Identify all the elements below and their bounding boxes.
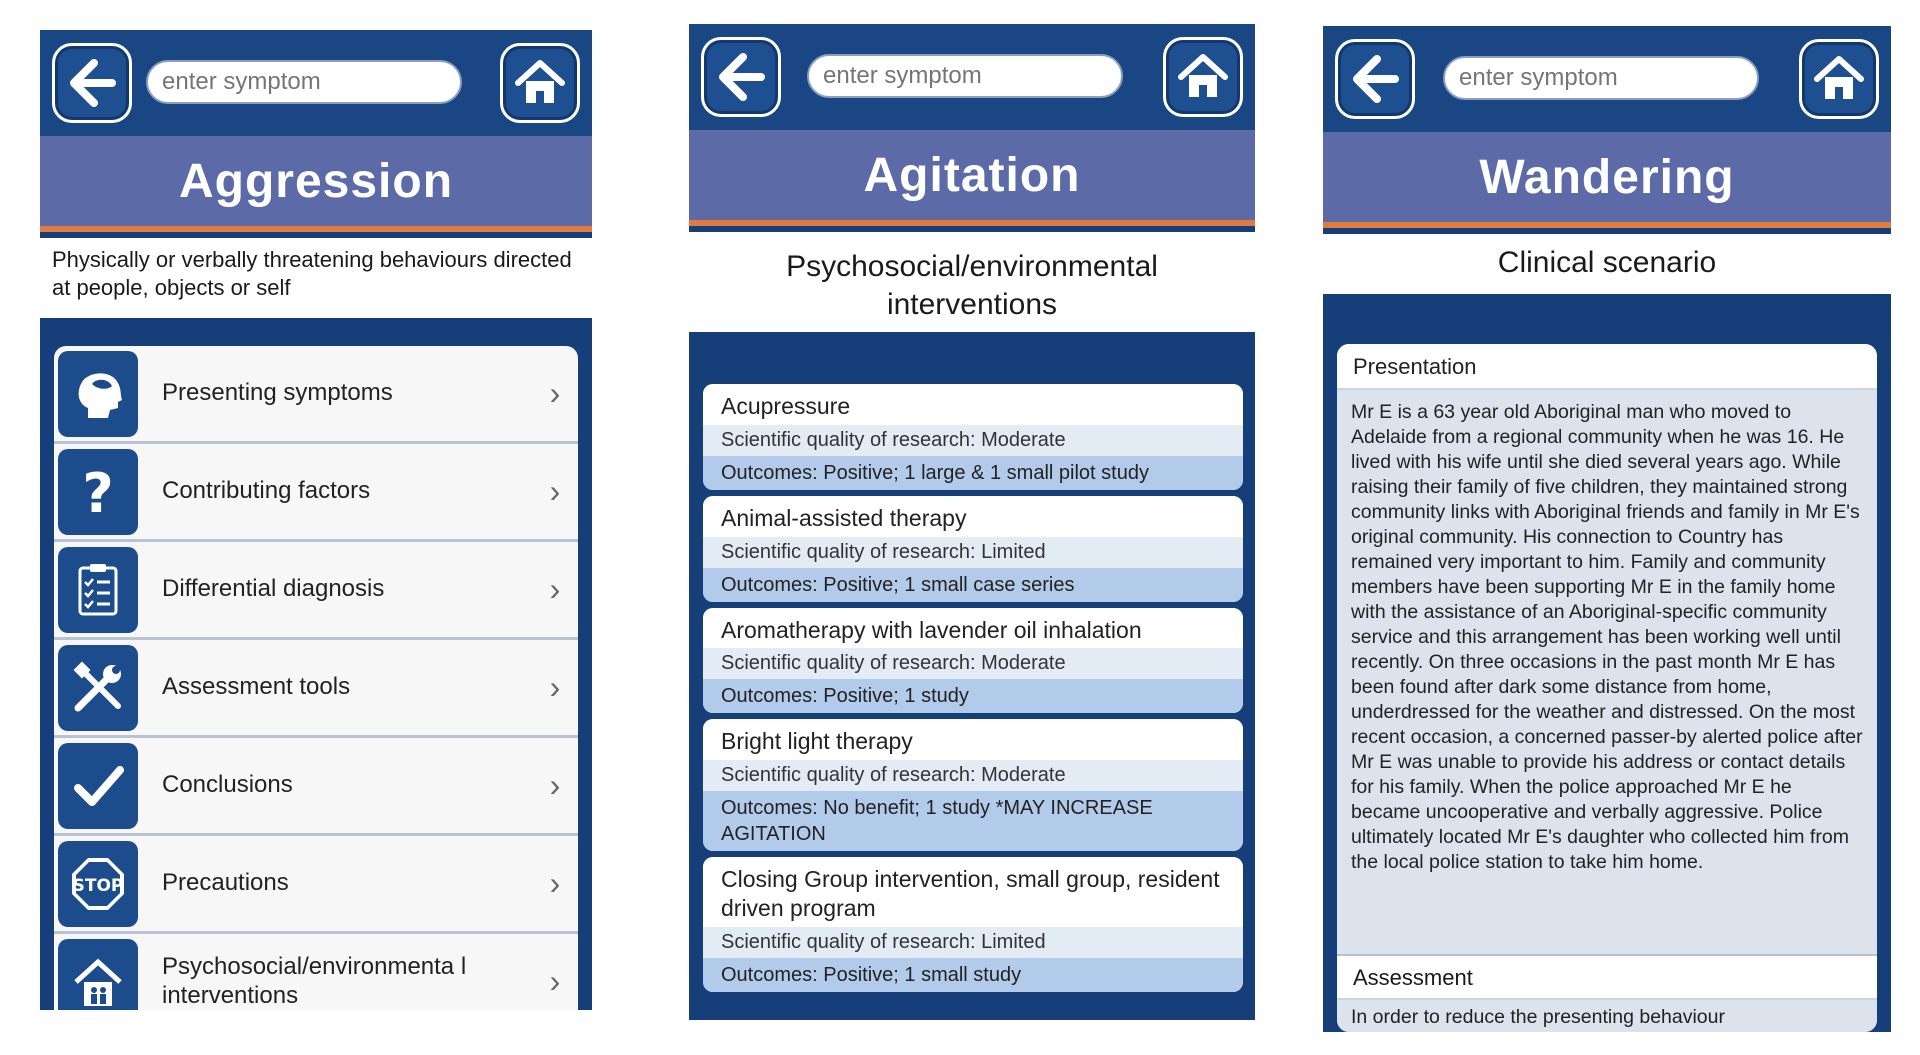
section-heading-assessment: Assessment (1337, 956, 1877, 1000)
screen-title-bar (40, 136, 592, 232)
intervention-item[interactable] (703, 496, 1243, 602)
menu-item-label: Assessment tools (162, 673, 351, 701)
home-icon (1811, 51, 1867, 107)
chevron-right-icon: › (549, 669, 561, 705)
back-button[interactable] (52, 43, 132, 123)
research-quality: Scientific quality of research: Moderate (703, 425, 1243, 456)
menu-item-assessment-tools[interactable] (54, 640, 578, 738)
back-arrow-icon (1347, 51, 1403, 107)
checkmark-icon (58, 743, 138, 829)
question-icon (58, 449, 138, 535)
back-button[interactable] (701, 37, 781, 117)
presentation-text: Mr E is a 63 year old Aboriginal man who moved to Adelaide from a regional community when he was 16. He lived with his wife until she died several years ago. While raising their family of five children, they maintained strong community links with Aboriginal friends and family in Mr E's original community. His connection to Country has remained very important to him. Family and community members have been supporting Mr E in the family home with the assistance of an Aboriginal-specific community service and this arrangement has been working well until recently. On three occasions in the past month Mr E has been found after dark some distance from home, underdressed for the weather and distressed. On the most recent occasion, a concerned passer-by alerted police after Mr E was unable to provide his address or contact details for his family. When the police approached Mr E he became uncooperative and verbally aggressive. Police ultimately located Mr E's daughter who collected him from the local police station to take him home. (1337, 390, 1877, 956)
chevron-right-icon: › (549, 375, 561, 411)
agitation-screen (689, 24, 1255, 1020)
search-input[interactable] (809, 56, 1123, 96)
screen-title: Aggression (178, 154, 454, 208)
intervention-name: Closing Group intervention, small group, resident driven program (703, 857, 1243, 927)
intervention-outcomes: Outcomes: No benefit; 1 study *MAY INCREASE AGITATION (703, 791, 1243, 851)
top-nav-bar (689, 24, 1255, 130)
menu-item-differential-diagnosis[interactable] (54, 542, 578, 640)
screen-subtitle: Clinical scenario (1323, 234, 1891, 294)
chevron-right-icon: › (549, 963, 561, 999)
intervention-outcomes: Outcomes: Positive; 1 study (703, 679, 1243, 713)
intervention-outcomes: Outcomes: Positive; 1 small case series (703, 568, 1243, 602)
intervention-name: Animal-assisted therapy (703, 496, 1243, 537)
intervention-name: Bright light therapy (703, 719, 1243, 760)
home-icon (512, 55, 568, 111)
wandering-screen (1323, 26, 1891, 1032)
chevron-right-icon: › (549, 767, 561, 803)
menu-item-label: Presenting symptoms (162, 379, 393, 407)
back-arrow-icon (64, 55, 120, 111)
home-button[interactable] (1799, 39, 1879, 119)
screen-title-bar (1323, 132, 1891, 228)
intervention-item[interactable] (703, 608, 1243, 714)
research-quality: Scientific quality of research: Limited (703, 537, 1243, 568)
search-bar (1443, 56, 1759, 100)
house-people-icon (58, 939, 138, 1011)
menu-item-conclusions[interactable] (54, 738, 578, 836)
research-quality: Scientific quality of research: Moderate (703, 648, 1243, 679)
assessment-text: In order to reduce the presenting behaviour (1337, 1000, 1877, 1032)
home-button[interactable] (500, 43, 580, 123)
home-button[interactable] (1163, 37, 1243, 117)
screen-title: Wandering (1479, 150, 1735, 204)
top-nav-bar (1323, 26, 1891, 132)
back-button[interactable] (1335, 39, 1415, 119)
aggression-screen (40, 30, 592, 1010)
screen-subtitle: Psychosocial/environmental interventions (689, 232, 1255, 332)
screen-title-bar (689, 130, 1255, 226)
symptom-description: Physically or verbally threatening behaviours directed at people, objects or self (40, 238, 592, 318)
menu-item-label: Contributing factors (162, 477, 371, 505)
clinical-scenario-card (1337, 344, 1877, 1032)
menu-item-label: Differential diagnosis (162, 575, 385, 603)
tools-icon (58, 645, 138, 731)
svg-text:?: ? (82, 461, 114, 522)
menu-item-label: Precautions (162, 869, 289, 897)
intervention-item[interactable] (703, 384, 1243, 490)
research-quality: Scientific quality of research: Moderate (703, 760, 1243, 791)
menu-item-label: Conclusions (162, 771, 293, 799)
chevron-right-icon: › (549, 571, 561, 607)
screen-title: Agitation (863, 148, 1081, 202)
search-bar (807, 54, 1123, 98)
clipboard-icon (58, 547, 138, 633)
home-icon (1175, 49, 1231, 105)
intervention-item[interactable] (703, 719, 1243, 851)
top-nav-bar (40, 30, 592, 136)
interventions-list (703, 384, 1243, 998)
search-input[interactable] (1445, 58, 1759, 98)
back-arrow-icon (713, 49, 769, 105)
intervention-name: Aromatherapy with lavender oil inhalation (703, 608, 1243, 649)
intervention-item[interactable] (703, 857, 1243, 992)
topic-menu (54, 346, 578, 1010)
menu-item-label: Psychosocial/environmenta l interventions (162, 952, 467, 1009)
menu-item-precautions[interactable] (54, 836, 578, 934)
section-heading-presentation: Presentation (1337, 344, 1877, 390)
stop-icon (58, 841, 138, 927)
svg-text:STOP: STOP (72, 875, 124, 896)
search-input[interactable] (148, 62, 462, 102)
intervention-outcomes: Outcomes: Positive; 1 large & 1 small pilot study (703, 456, 1243, 490)
menu-item-presenting-symptoms[interactable] (54, 346, 578, 444)
chevron-right-icon: › (549, 473, 561, 509)
search-bar (146, 60, 462, 104)
head-icon (58, 351, 138, 437)
chevron-right-icon: › (549, 865, 561, 901)
intervention-name: Acupressure (703, 384, 1243, 425)
research-quality: Scientific quality of research: Limited (703, 927, 1243, 958)
menu-item-psychosocial-interventions[interactable] (54, 934, 578, 1010)
intervention-outcomes: Outcomes: Positive; 1 small study (703, 958, 1243, 992)
menu-item-contributing-factors[interactable] (54, 444, 578, 542)
